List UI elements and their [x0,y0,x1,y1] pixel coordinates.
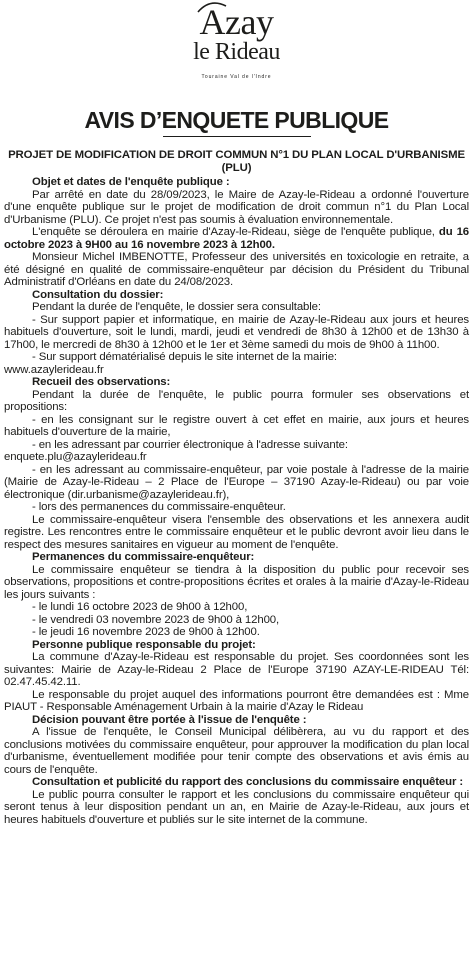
title-block [4,92,469,136]
list-item: - en les consignant sur le registre ouvert à cet effet en mairie, aux jours et heures habituels d'ouverture de la mairie, [4,413,469,438]
title-underline [163,136,311,137]
list-item: - lors des permanences du commissaire-enquêteur. [32,501,286,513]
section-consultation [4,289,469,377]
paragraph-text: L'enquête se déroulera en mairie d'Azay-le-Rideau, siège de l'enquête publique, [32,226,435,238]
section-heading: Recueil des observations: [32,376,171,388]
paragraph: Le commissaire-enquêteur visera l'ensemble des observations et les annexera audit registre. Les rencontres entre le commissaire enquêteur et le public devront avoir lieu dans le respect des mesures sanitaires en vigueur au moment de l'enquête. [4,513,469,551]
logo-subname: le Rideau [193,39,280,65]
paragraph: Le responsable du projet auquel des informations pourront être demandées est : Mme PIAUT - Responsable Aménagement Urbain à la mairie d'Azay le Rideau [4,688,469,713]
paragraph: La commune d'Azay-le-Rideau est responsable du projet. Ses coordonnées sont les suivantes: Mairie de Azay-le-Rideau 2 Place de l'Europe 37190 AZAY-LE-RIDEAU Tél: 02.47.45.42.11. [4,651,469,688]
notice-title: AVIS D’ENQUETE PUBLIQUE [84,107,389,133]
section-heading: Consultation du dossier: [32,288,164,301]
notice-subtitle: PROJET DE MODIFICATION DE DROIT COMMUN N°1 DU PLAN LOCAL D'URBANISME (PLU) [8,149,465,174]
logo-name: Azay [199,2,274,42]
logo-tagline: Touraine Val de l'Indre [201,74,272,80]
section-heading: Permanences du commissaire-enquêteur: [32,551,255,563]
paragraph: Pendant la durée de l'enquête, le dossier sera consultable: [32,301,321,313]
list-item: - Sur support dématérialisé depuis le site internet de la mairie: [32,351,337,363]
section-heading: Objet et dates de l'enquête publique : [32,176,230,188]
section-rapport [4,776,469,826]
section-heading: Consultation et publicité du rapport des conclusions du commissaire enquêteur : [32,776,464,788]
paragraph-dates [4,226,469,251]
email-link[interactable]: enquete.plu@azaylerideau.fr [4,451,147,463]
paragraph: Monsieur Michel IMBENOTTE, Professeur des universités en toxicologie en retraite, a été désigné en qualité de commissaire-enquêteur par décision du Président du Tribunal Administratif d'Orléans en date du 24/08/2023. [4,251,469,288]
paragraph: A l'issue de l'enquête, le Conseil Municipal délibèrera, au vu du rapport et des conclusions motivées du commissaire enquêteur, pour approuver la modification du plan local d'urbanisme, éventuellement modifiée pour tenir compte des observations et avis émis au cours de l'enquête. [4,726,469,776]
paragraph: Le commissaire enquêteur se tiendra à la disposition du public pour recevoir ses observations, propositions et contre-propositions écrites et orales à la mairie d'Azay-le-Rideau les jours suivants : [4,563,469,601]
permanence-date: - le lundi 16 octobre 2023 de 9h00 à 12h00, [32,601,248,613]
enquiry-dates: du 16 octobre 2023 à 9H00 au 16 novembre 2023 à 12h00. [4,226,470,251]
list-item: - en les adressant au commissaire-enquêteur, par voie postale à l'adresse de la mairie (Mairie de Azay-le-Rideau – 2 Place de l'Europe – 37190 Azay-le-Rideau) ou par voie électronique (dir.urbanisme@azaylerideau.fr), [4,463,469,501]
paragraph: Par arrêté en date du 28/09/2023, le Maire de Azay-le-Rideau a ordonné l'ouverture d'une enquête publique sur le projet de modification de droit commun n°1 du Plan Local d'Urbanisme (PLU). Ce projet n'est pas soumis à évaluation environnementale. [4,188,469,226]
permanence-date: - le jeudi 16 novembre 2023 de 9h00 à 12h00. [32,626,260,638]
section-observations [4,376,469,551]
paragraph: Le public pourra consulter le rapport et les conclusions du commissaire enquêteur qui seront tenus à leur disposition pendant un an, en Mairie de Azay-le-Rideau, aux jours et heures habituels d'ouverture et publiés sur le site internet de la commune. [4,788,469,826]
permanence-date: - le vendredi 03 novembre 2023 de 9h00 à 12h00, [32,613,280,626]
section-permanences [4,551,469,639]
website-link[interactable]: www.azaylerideau.fr [4,363,104,376]
section-objet [4,176,469,289]
section-decision [4,714,469,777]
section-responsable [4,639,469,714]
list-item: - en les adressant par courrier électronique à l'adresse suivante: [32,438,348,451]
azay-le-rideau-logo [4,0,469,92]
section-heading: Décision pouvant être portée à l'issue de l'enquête : [32,713,307,726]
section-heading: Personne publique responsable du projet: [32,638,256,651]
list-item: - Sur support papier et informatique, en mairie de Azay-le-Rideau aux jours et heures habituels d'ouverture, soit le lundi, mardi, jeudi et vendredi de 8h30 à 12h00 et de 13h30 à 17h00, le mercredi de 8h30 à 12h00 et le 1er et 3ème samedi du mois de 9h00 à 11h00. [4,313,469,351]
paragraph: Pendant la durée de l'enquête, le public pourra formuler ses observations et propositions: [4,388,469,413]
